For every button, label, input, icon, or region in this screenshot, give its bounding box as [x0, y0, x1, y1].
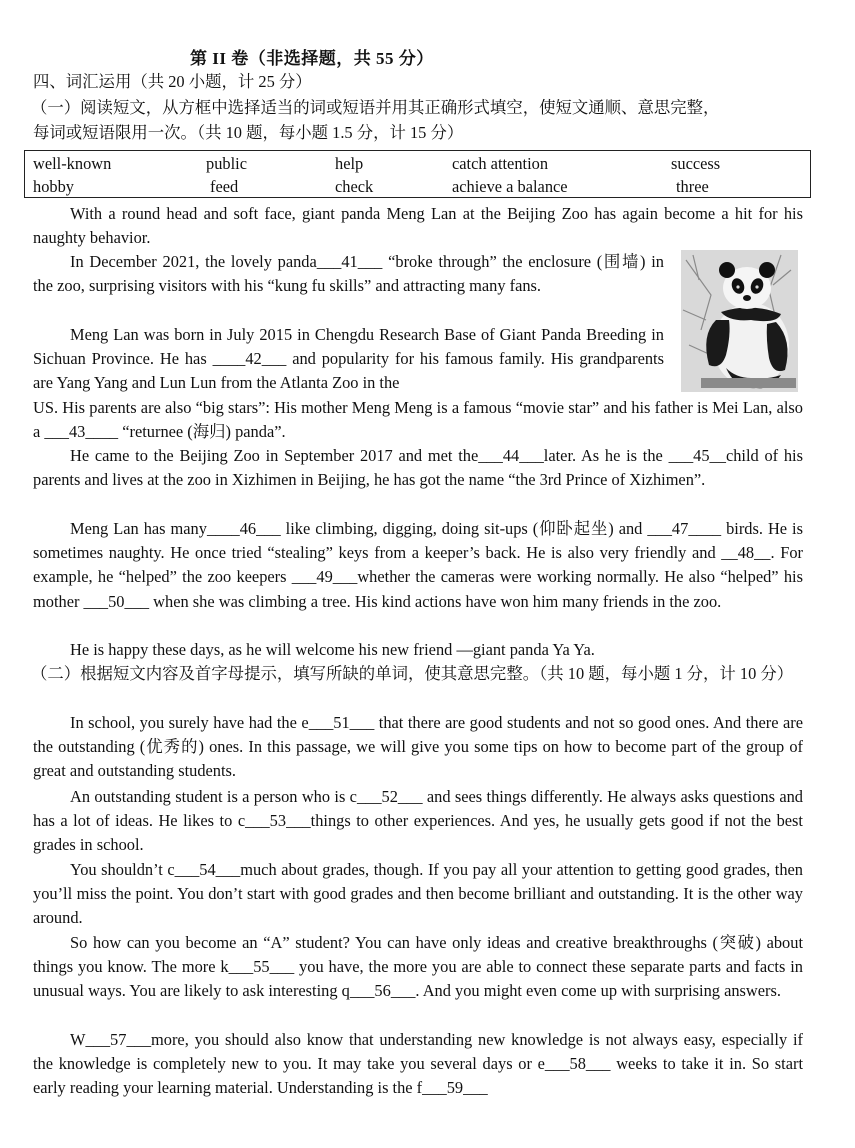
word-option: three: [676, 177, 709, 196]
part1-instructions-line2: 每词或短语限用一次。（共 10 题，每小题 1.5 分，计 15 分）: [33, 123, 464, 142]
word-option: hobby: [33, 177, 74, 196]
word-option: check: [335, 177, 374, 196]
section-heading: 四、词汇运用（共 20 小题，计 25 分）: [33, 72, 312, 91]
passage2-paragraph: So how can you become an “A” student? You can have only ideas and creative breakthroughs (突破) about things you know. The more k___55___ you have, the more you are able to connect these separate parts and facts in unusual ways. You are likely to ask interesting q___56___. And you might even come up with surprising answers.: [33, 933, 803, 1001]
passage1-paragraph: Meng Lan was born in July 2015 in Chengdu Research Base of Giant Panda Breeding in Sichuan Province. He has ____42___ and popularity for his famous family. His grandparents are Yang Yang and Lun Lun from the Atlanta Zoo in the: [33, 325, 664, 393]
passage1-paragraph: He is happy these days, as he will welcome his new friend —giant panda Ya Ya.: [70, 640, 595, 659]
part2-instructions: （二）根据短文内容及首字母提示，填写所缺的单词，使其意思完整。（共 10 题，每小题 1 分，计 10 分）: [31, 664, 794, 683]
word-option: achieve a balance: [452, 177, 568, 196]
word-option: well-known: [33, 154, 112, 173]
passage1-paragraph: With a round head and soft face, giant panda Meng Lan at the Beijing Zoo has again become a hit for his naughty behavior.: [33, 204, 803, 248]
passage2-paragraph: An outstanding student is a person who is c___52___ and sees things differently. He always asks questions and has a lot of ideas. He likes to c___53___things to other experiences. And yes, he usually gets good if not the best grades in school.: [33, 787, 803, 855]
word-box: [24, 150, 811, 198]
passage2-paragraph: You shouldn’t c___54___much about grades, though. If you pay all your attention to getting good grades, then you’ll miss the point. You don’t start with good grades and then become brilliant and outstanding. It is the other way around.: [33, 860, 803, 928]
part1-instructions-line1: （一）阅读短文，从方框中选择适当的词或短语并用其正确形式填空，使短文通顺、意思完整，: [31, 98, 720, 117]
word-option: public: [206, 154, 247, 173]
passage2-paragraph: In school, you surely have had the e___51___ that there are good students and not so good ones. And there are the outstanding (优秀的) ones. In this passage, we will give you some tips on how to become part of the group of great and outstanding students.: [33, 713, 803, 781]
word-option: catch attention: [452, 154, 549, 173]
passage1-paragraph: Meng Lan has many____46___ like climbing, digging, doing sit-ups (仰卧起坐) and ___47____ birds. He is sometimes naughty. He once tried “stealing” keys from a keeper’s back. He is also very friendly and __48__. For example, he “helped” the zoo keepers ___49___whether the cameras were working normally. He also “helped” his mother ___50___ when she was climbing a tree. His kind actions have won him many friends in the zoo.: [33, 519, 803, 611]
exam-section-title: 第 II 卷（非选择题，共 55 分）: [190, 49, 434, 68]
word-option: help: [335, 154, 364, 173]
passage1-paragraph-continued: US. His parents are also “big stars”: His mother Meng Meng is a famous “movie star” and his father is Mei Lan, also a ___43____ “returnee (海归) panda”.: [33, 398, 803, 442]
word-option: feed: [210, 177, 239, 196]
passage2-paragraph: W___57___more, you should also know that understanding new knowledge is not always easy, especially if the knowledge is completely new to you. It may take you several days or e___58___ weeks to take it in. So start early reading your learning material. Understanding is the f___59___: [33, 1030, 803, 1098]
passage1-paragraph: In December 2021, the lovely panda___41___ “broke through” the enclosure (围墙) in the zoo, surprising visitors with his “kung fu skills” and attracting many fans.: [33, 252, 664, 296]
passage1-paragraph: He came to the Beijing Zoo in September 2017 and met the___44___later. As he is the ___45__child of his parents and lives at the zoo in Xizhimen in Beijing, he has got the name “the 3rd Prince of Xizhimen”.: [33, 446, 803, 490]
giant-panda-photo: [681, 250, 798, 392]
word-option: success: [671, 154, 721, 173]
